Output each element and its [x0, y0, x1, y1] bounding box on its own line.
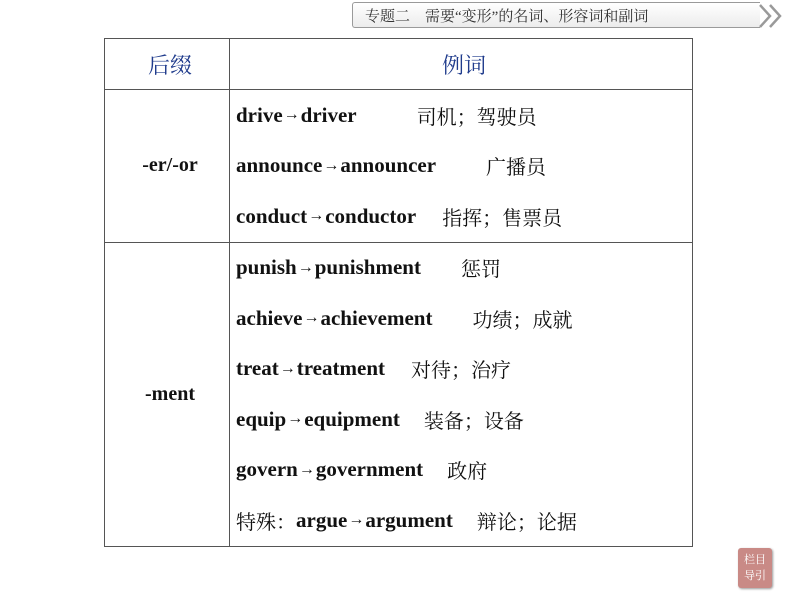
derived-word: achievement	[320, 305, 433, 330]
word-meaning: 司机；驾驶员	[416, 104, 537, 129]
derived-word: argument	[365, 507, 453, 532]
right-arrow-icon: →	[279, 359, 296, 377]
table-row-er-or	[105, 90, 693, 243]
section-nav-button[interactable]	[738, 548, 772, 588]
suffix-vocab-table	[104, 38, 693, 547]
topic-header-bar	[352, 2, 760, 28]
word-meaning: 装备；设备	[423, 408, 524, 433]
base-word: treat	[236, 356, 279, 381]
example-line	[236, 293, 692, 344]
word-meaning: 指挥；售票员	[442, 205, 563, 230]
derived-word: conductor	[325, 203, 417, 228]
double-chevron-right-icon[interactable]	[756, 2, 790, 30]
suffix-cell: -ment	[105, 242, 230, 546]
example-prefix: 特殊：	[236, 509, 296, 534]
base-word: punish	[236, 255, 297, 280]
example-line	[236, 445, 692, 496]
topic-title: 专题二 需要“变形”的名词、形容词和副词	[365, 8, 649, 25]
table-header-row	[105, 39, 693, 90]
nav-button-line2: 导引	[744, 569, 766, 582]
base-word: announce	[236, 153, 323, 178]
right-arrow-icon: →	[303, 309, 320, 327]
nav-button-line1: 栏目	[744, 553, 766, 566]
word-meaning: 政府	[447, 459, 488, 484]
derived-word: punishment	[314, 255, 421, 280]
word-meaning: 对待；治疗	[411, 358, 511, 383]
derived-word: equipment	[304, 406, 400, 431]
word-meaning: 广播员	[486, 155, 547, 180]
example-line	[236, 90, 692, 141]
base-word: govern	[236, 457, 298, 482]
base-word: drive	[236, 102, 283, 127]
base-word: achieve	[236, 305, 303, 330]
right-arrow-icon: →	[323, 156, 340, 174]
derived-word: government	[315, 457, 424, 482]
word-meaning: 功绩；成就	[472, 307, 573, 332]
table-row-ment	[105, 242, 693, 546]
header-suffix: 后缀	[105, 39, 230, 90]
derived-word: treatment	[296, 356, 385, 381]
examples-cell	[230, 242, 693, 546]
base-word: equip	[236, 406, 287, 431]
right-arrow-icon: →	[283, 106, 300, 124]
word-meaning: 辩论；论据	[476, 509, 577, 534]
right-arrow-icon: →	[287, 410, 304, 428]
derived-word: driver	[300, 102, 357, 127]
example-line	[236, 344, 692, 395]
examples-cell	[230, 90, 693, 243]
base-word: conduct	[236, 203, 308, 228]
word-meaning: 惩罚	[460, 257, 501, 282]
example-line	[236, 495, 692, 546]
example-line	[236, 243, 692, 294]
example-line	[236, 394, 692, 445]
example-line	[236, 141, 692, 192]
right-arrow-icon: →	[298, 460, 315, 478]
right-arrow-icon: →	[308, 207, 325, 225]
suffix-cell: -er/-or	[105, 90, 230, 243]
example-line	[236, 191, 692, 242]
derived-word: announcer	[340, 153, 437, 178]
base-word: argue	[296, 507, 348, 532]
right-arrow-icon: →	[297, 258, 314, 276]
right-arrow-icon: →	[348, 511, 365, 529]
header-examples: 例词	[230, 39, 693, 90]
